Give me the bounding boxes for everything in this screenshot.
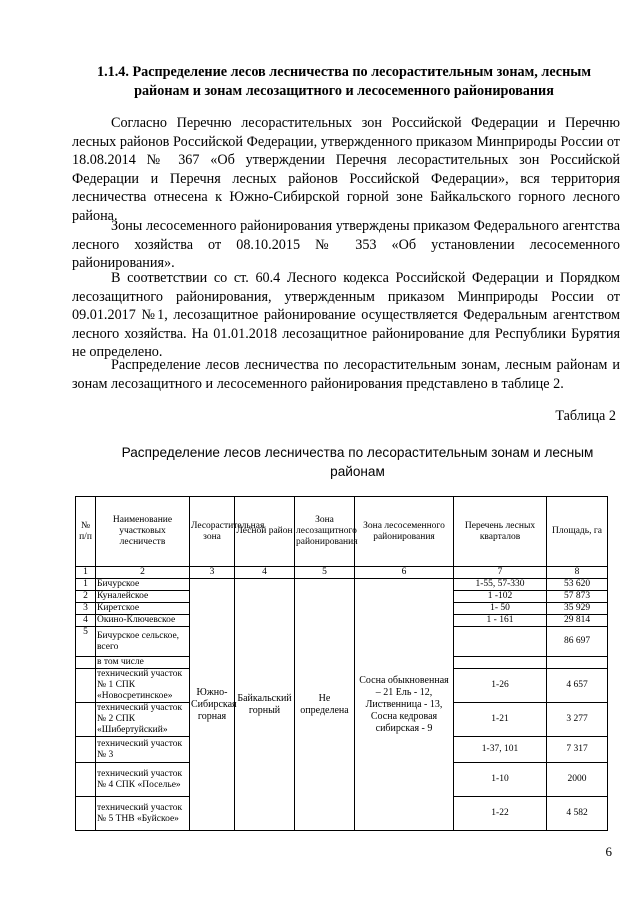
paragraph-4: Распределение лесов лесничества по лесорастительным зонам, лесным районам и зонам лесозащитного и лесосеменного районирования представлено в таблице 2. bbox=[72, 357, 620, 392]
table-caption: Распределение лесов лесничества по лесорастительным зонам и лесным районам bbox=[121, 445, 594, 479]
row-number bbox=[76, 763, 96, 797]
row-number bbox=[76, 669, 96, 703]
row-number: 1 bbox=[76, 579, 96, 591]
header-name: Наименование участковых лесничеств bbox=[96, 497, 190, 567]
quarters: 1-21 bbox=[454, 703, 547, 737]
column-number: 2 bbox=[96, 567, 190, 579]
forest-district-cell: Байкальский горный bbox=[235, 579, 295, 831]
column-number: 5 bbox=[295, 567, 355, 579]
header-quarters: Перечень лесных кварталов bbox=[454, 497, 547, 567]
seed-zone-cell: Сосна обыкновенная – 21 Ель - 12, Лиственница - 13, Сосна кедровая сибирская - 9 bbox=[355, 579, 454, 831]
header-district: Лесной район bbox=[235, 497, 295, 567]
column-number: 6 bbox=[355, 567, 454, 579]
row-number: 5 bbox=[76, 627, 96, 657]
area: 7 317 bbox=[547, 737, 608, 763]
quarters: 1- 50 bbox=[454, 603, 547, 615]
header-protection-zone: Зона лесозащитного районирования bbox=[295, 497, 355, 567]
column-number: 7 bbox=[454, 567, 547, 579]
row-number: 2 bbox=[76, 591, 96, 603]
forestry-name: технический участок № 3 bbox=[96, 737, 190, 763]
forestry-name: Киретское bbox=[96, 603, 190, 615]
area: 53 620 bbox=[547, 579, 608, 591]
forestry-name: в том числе bbox=[96, 657, 190, 669]
forestry-name: технический участок № 4 СПК «Поселье» bbox=[96, 763, 190, 797]
quarters: 1-22 bbox=[454, 797, 547, 831]
table-row bbox=[76, 579, 608, 591]
paragraph-3: В соответствии со ст. 60.4 Лесного кодекса Российской Федерации и Порядком лесозащитного районирования, утвержденным приказом Минприроды России от 09.01.2017 №1, лесозащитное районирование осуществляется Федеральным агентством лесного хозяйства. На 01.01.2018 лесозащитное районирование для Республики Бурятия не определено. bbox=[72, 270, 620, 361]
quarters bbox=[454, 657, 547, 669]
forestry-name: Окино-Ключевское bbox=[96, 615, 190, 627]
forest-zone-cell: Южно-Сибирская горная bbox=[190, 579, 235, 831]
forestry-name: Бичурское сельское, всего bbox=[96, 627, 190, 657]
distribution-table bbox=[75, 496, 608, 831]
header-no: № п/п bbox=[76, 497, 96, 567]
page-number: 6 bbox=[605, 844, 612, 859]
paragraph-2: Зоны лесосеменного районирования утверждены приказом Федерального агентства лесного хозяйства от 08.10.2015 № 353 «Об установлении лесосеменного районирования». bbox=[72, 218, 620, 272]
column-number: 1 bbox=[76, 567, 96, 579]
column-number: 4 bbox=[235, 567, 295, 579]
row-number bbox=[76, 703, 96, 737]
quarters: 1 -102 bbox=[454, 591, 547, 603]
area: 3 277 bbox=[547, 703, 608, 737]
column-number-row bbox=[76, 567, 608, 579]
row-number bbox=[76, 657, 96, 669]
area: 29 814 bbox=[547, 615, 608, 627]
area: 86 697 bbox=[547, 627, 608, 657]
forestry-name: технический участок № 1 СПК «Новосретинское» bbox=[96, 669, 190, 703]
quarters: 1 - 161 bbox=[454, 615, 547, 627]
row-number bbox=[76, 737, 96, 763]
column-number: 3 bbox=[190, 567, 235, 579]
row-number: 4 bbox=[76, 615, 96, 627]
area: 2000 bbox=[547, 763, 608, 797]
quarters: 1-55, 57-330 bbox=[454, 579, 547, 591]
quarters bbox=[454, 627, 547, 657]
area: 57 873 bbox=[547, 591, 608, 603]
quarters: 1-10 bbox=[454, 763, 547, 797]
table-label: Таблица 2 bbox=[555, 408, 616, 424]
row-number: 3 bbox=[76, 603, 96, 615]
forestry-name: Бичурское bbox=[96, 579, 190, 591]
protection-zone-cell: Не определена bbox=[295, 579, 355, 831]
quarters: 1-26 bbox=[454, 669, 547, 703]
area: 35 929 bbox=[547, 603, 608, 615]
area: 4 582 bbox=[547, 797, 608, 831]
forestry-name: технический участок № 5 ТНВ «Буйское» bbox=[96, 797, 190, 831]
section-heading: 1.1.4. Распределение лесов лесничества по лесорастительным зонам, лесным районам и зонам лесозащитного и лесосеменного районирования bbox=[96, 64, 592, 99]
forestry-name: технический участок № 2 СПК «Шибертуйский» bbox=[96, 703, 190, 737]
header-seed-zone: Зона лесосеменного районирования bbox=[355, 497, 454, 567]
header-zone: Лесорастительная зона bbox=[190, 497, 235, 567]
row-number bbox=[76, 797, 96, 831]
header-area: Площадь, га bbox=[547, 497, 608, 567]
column-number: 8 bbox=[547, 567, 608, 579]
forestry-name: Куналейское bbox=[96, 591, 190, 603]
area bbox=[547, 657, 608, 669]
table-header-row bbox=[76, 497, 608, 567]
area: 4 657 bbox=[547, 669, 608, 703]
quarters: 1-37, 101 bbox=[454, 737, 547, 763]
paragraph-1: Согласно Перечню лесорастительных зон Российской Федерации и Перечню лесных районов Российской Федерации, утвержденного приказом Минприроды России от 18.08.2014 № 367 «Об утверждении Перечня лесорастительных зон Российской Федерации и Перечня лесных районов Российской Федерации», вся территория лесничества отнесена к Южно-Сибирской горной зоне Байкальского горного лесного района. bbox=[72, 115, 620, 224]
